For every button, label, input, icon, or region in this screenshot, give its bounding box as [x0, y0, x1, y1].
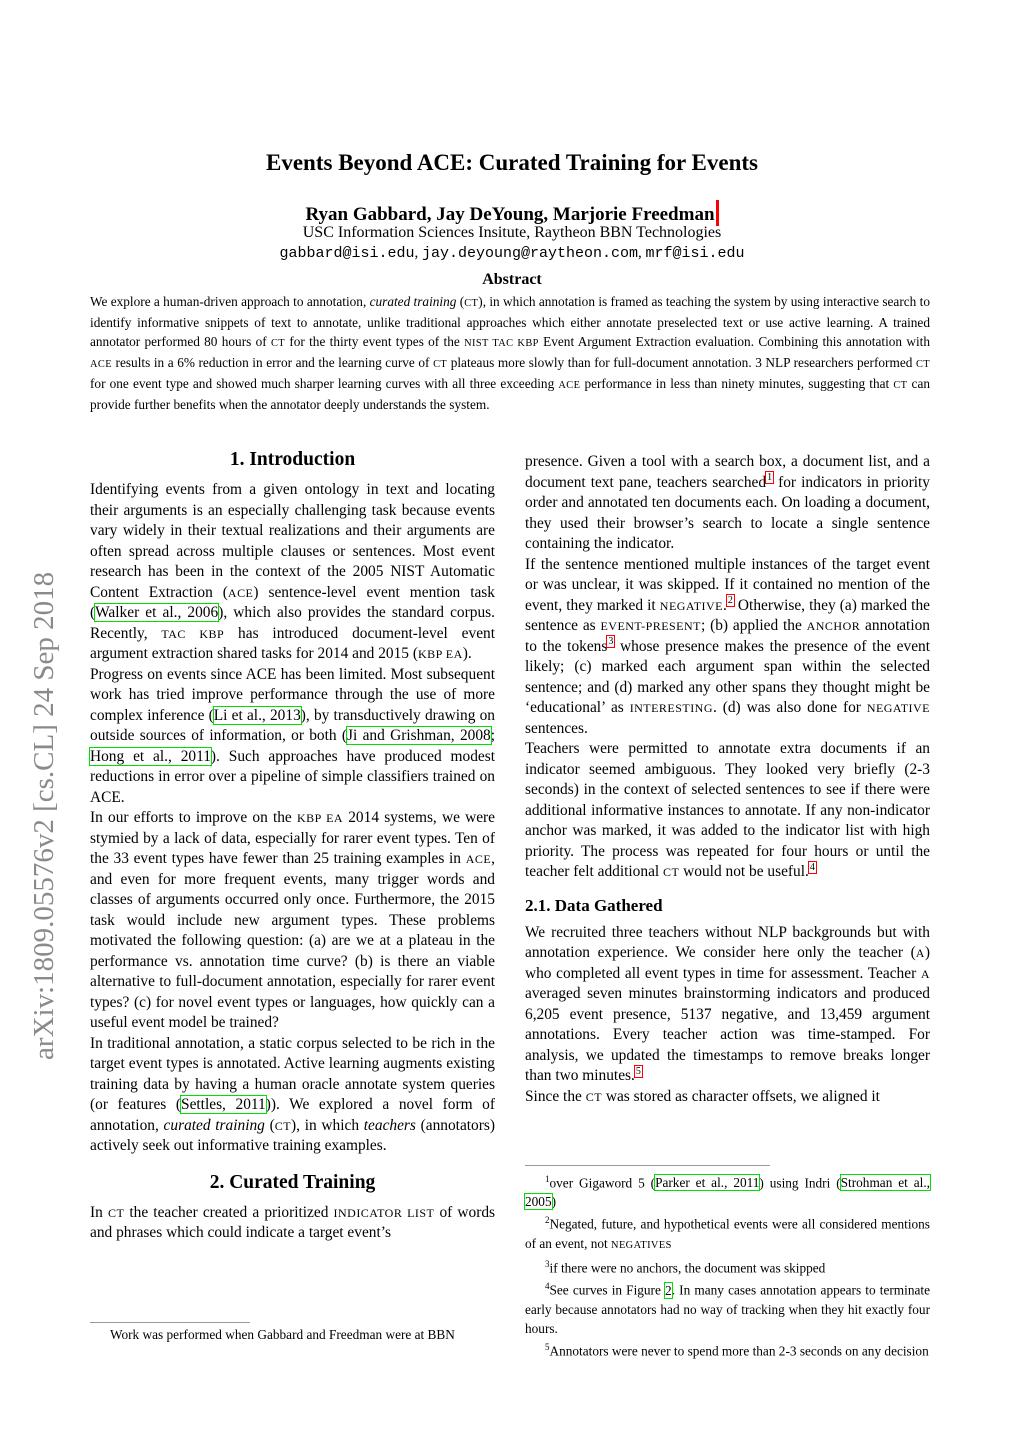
footnote-ref-2[interactable]: 2 — [727, 595, 733, 607]
citation-settles-2011[interactable]: Settles, 2011 — [181, 1096, 266, 1113]
citation-hong-2011[interactable]: Hong et al., 2011 — [90, 747, 211, 765]
arxiv-identifier: arXiv:1809.05576v2 [cs.CL] 24 Sep 2018 — [28, 571, 60, 1060]
right-paragraph-3: Teachers were permitted to annotate extra documents if an indicator seemed ambiguous. They looked very briefly (2-3 seconds) in the context of selected sentences to see if there were additional informative instances to annotate. If any non-indicator anchor was marked, it was added to the indicator list with high priority. The process was repeated for four hours or until the teacher felt additional CT would not be useful.$^4$ — [525, 740, 930, 880]
footnote-4: $^4$See curves in Figure 2. In many cases annotation appears to terminate early because annotators had no way of tracking when they hit exactly four hours. — [525, 1281, 930, 1336]
right-column — [525, 452, 930, 1107]
right-paragraph-4: We recruited three teachers without NLP backgrounds but with annotation experience. We consider here only the teacher (A) who completed all event types in time for assessment. Teacher A averaged seven minutes brainstorming indicators and produced 6,205 event presence, 5137 negative, and 13,459 argument annotations. Every teacher action was time-stamped. For analysis, we updated the timestamps to remove breaks longer than two minutes.$^5$ — [525, 923, 930, 1084]
intro-paragraph-3: In our efforts to improve on the KBP EA 2014 systems, we were stymied by a lack of data, especially for rarer event types. Ten of the 33 event types have fewer than 25 training examples in ACE, and even for more frequent events, many trigger words and classes of arguments occurred only once. Furthermore, the 2015 task would include new argument types. These problems motivated the following question: (a) are we at a plateau in the performance vs. annotation time curve? (b) is there an viable alternative to full-document annotation, especially for rarer event types? (c) for novel event types or languages, how quickly can a useful event model be trained? — [90, 809, 495, 1031]
footnote-ref-5[interactable]: 5 — [635, 1065, 641, 1077]
footnote-left: Work was performed when Gabbard and Freedman were at BBN — [110, 1327, 455, 1342]
footnote-2: $^2$Negated, future, and hypothetical events were all considered mentions of an event, not NEGATIVES — [525, 1215, 930, 1251]
footnote-rule-left — [90, 1322, 250, 1323]
intro-paragraph-2: Progress on events since ACE has been limited. Most subsequent work has tried improve performance through the use of more complex inference (Li et al., 2013), by transductively drawing on outside sources of information, or both (Ji and Grishman, 2008; Hong et al., 2011). Such approaches have produced modest reductions in error over a pipeline of simple classifiers trained on ACE. — [90, 665, 496, 806]
section-heading-introduction: 1. Introduction — [229, 449, 356, 470]
abstract-body: We explore a human-driven approach to annotation, curated training (CT), in which annotation is framed as teaching the system by using interactive search to identify informative snippets of text to annotate, unlike traditional approaches which either annotate preselected text or use active learning. A trained annotator performed 80 hours of CT for the thirty event types of the NIST TAC KBP Event Argument Extraction evaluation. Combining this annotation with ACE results in a 6% reduction in error and the learning curve of CT plateaus more slowly than for full-document annotation. 3 NLP researchers performed CT for one event type and showed much sharper learning curves with all three exceeding ACE performance in less than ninety minutes, suggesting that CT can provide further benefits when the annotator deeply understands the system. — [90, 294, 931, 412]
emails: gabbard@isi.edu, jay.deyoung@raytheon.com, mrf@isi.edu — [279, 245, 745, 262]
footnote-5: $^5$Annotators were never to spend more than 2-3 seconds on any decision — [545, 1341, 929, 1359]
citation-walker-2006[interactable]: Walker et al., 2006 — [95, 604, 219, 621]
subsection-heading-data-gathered: 2.1. Data Gathered — [525, 895, 663, 915]
author-footnote-link[interactable] — [716, 200, 719, 226]
right-paragraph-1: presence. Given a tool with a search box, a document list, and a document text pane, teachers searched$^1$ for indicators in priority order and annotated ten documents each. On loading a document, they used their browser’s search to locate a single sentence containing the indicator. — [525, 453, 930, 552]
section-heading-curated-training: 2. Curated Training — [209, 1171, 376, 1193]
footnote-rule-right — [525, 1165, 770, 1166]
citation-strohman-2005[interactable]: Strohman et al., 2005 — [525, 1175, 930, 1210]
authors-text: Ryan Gabbard, Jay DeYoung, Marjorie Freedman — [305, 204, 715, 225]
figure-ref-2[interactable]: 2 — [665, 1282, 672, 1298]
author-list — [0, 200, 1024, 226]
citation-ji-grishman-2008[interactable]: Ji and Grishman, 2008 — [347, 727, 491, 744]
intro-paragraph-4: In traditional annotation, a static corpus selected to be rich in the target event types is annotated. Active learning augments existing training data by having a human oracle annotate system queries (or features (Settles, 2011)). We explored a novel form of annotation, curated training (CT), in which teachers (annotators) actively seek out informative training examples. — [90, 1034, 495, 1154]
email-3: mrf@isi.edu — [645, 245, 745, 262]
intro-paragraph-1: Identifying events from a given ontology in text and locating their arguments is an especially challenging task because events vary widely in their textual realizations and their arguments are often spread across multiple clauses or sentences. Most event research has been in the context of the 2005 NIST Automatic Content Extraction (ACE) sentence-level event mention task (Walker et al., 2006), which also provides the standard corpus. Recently, TAC KBP has introduced document-level event argument extraction shared tasks for 2014 and 2015 (KBP EA). — [90, 481, 496, 662]
right-paragraph-5: Since the CT was stored as character offsets, we aligned it — [525, 1087, 880, 1105]
footnote-ref-1[interactable]: 1 — [767, 472, 773, 484]
citation-parker-2011[interactable]: Parker et al., 2011 — [655, 1175, 760, 1191]
affiliation: USC Information Sciences Insitute, Raytheon BBN Technologies — [302, 224, 722, 241]
paper-title: Events Beyond ACE: Curated Training for Events — [266, 150, 758, 175]
right-paragraph-2: If the sentence mentioned multiple instances of the target event or was unclear, it was skipped. If it contained no mention of the event, they marked it NEGATIVE.$^2$ Otherwise, they (a) marked the sentence as EVENT-PRESENT; (b) applied the ANCHOR annotation to the tokens$^3$ whose presence makes the presence of the event likely; (c) marked each argument span within the selected sentence; and (d) marked any other spans they thought might be ‘educational’ as INTERESTING. (d) was also done for NEGATIVE sentences. — [525, 555, 931, 737]
email-1: gabbard@isi.edu — [279, 245, 415, 262]
footnote-ref-3[interactable]: 3 — [608, 636, 614, 648]
footnote-3: $^3$if there were no anchors, the document was skipped — [545, 1258, 826, 1276]
abstract-heading: Abstract — [482, 271, 542, 288]
left-column — [90, 448, 495, 1244]
footnotes-right — [525, 1170, 930, 1360]
footnote-1: $^1$over Gigaword 5 (Parker et al., 2011) using Indri (Strohman et al., 2005) — [525, 1174, 930, 1210]
curated-paragraph-1: In CT the teacher created a prioritized INDICATOR LIST of words and phrases which could indicate a target event’s — [90, 1203, 496, 1241]
citation-li-2013[interactable]: Li et al., 2013 — [213, 706, 301, 724]
footnote-ref-4[interactable]: 4 — [809, 861, 815, 873]
email-2: jay.deyoung@raytheon.com — [421, 245, 639, 262]
